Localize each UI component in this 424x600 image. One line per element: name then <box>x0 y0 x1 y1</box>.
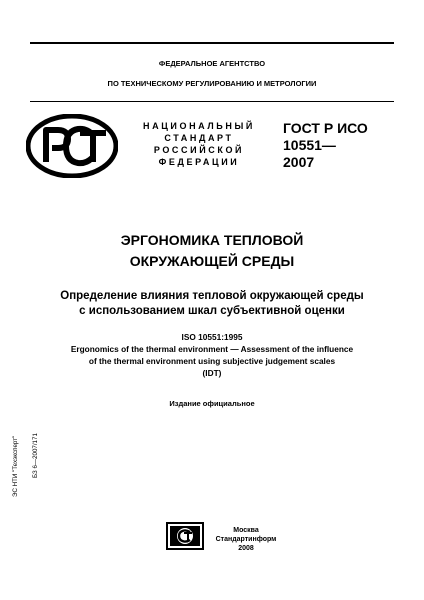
english-title-line-1: Ergonomics of the thermal environment — Assessment of the influence <box>70 344 354 354</box>
side-imprint-left: ЭС НТИ "Техэксперт" <box>12 435 19 497</box>
equivalence-marker: (IDT) <box>202 368 222 378</box>
national-standard-line-4: ФЕДЕРАЦИИ <box>158 157 240 167</box>
publisher-name: Стандартинформ <box>215 536 277 543</box>
standard-designation-line-1: ГОСТ Р ИСО <box>283 120 368 136</box>
document-subtitle-line-1: Определение влияния тепловой окружающей среды <box>60 290 364 302</box>
official-edition-label: Издание официальное <box>169 399 255 408</box>
top-rule <box>30 42 394 44</box>
publisher-logo <box>166 522 204 550</box>
header-rule <box>30 101 394 102</box>
standard-designation-line-2: 10551— <box>283 137 336 153</box>
document-subtitle-line-2: с использованием шкал субъективной оценки <box>79 305 345 317</box>
national-standard-line-2: СТАНДАРТ <box>164 133 234 143</box>
side-imprint-right: БЗ 6—2007/171 <box>32 433 39 478</box>
english-title-line-2: of the thermal environment using subjective judgement scales <box>88 356 336 366</box>
national-standard-line-1: НАЦИОНАЛЬНЫЙ <box>143 121 255 131</box>
agency-line-2: ПО ТЕХНИЧЕСКОМУ РЕГУЛИРОВАНИЮ И МЕТРОЛОГИИ <box>107 79 317 88</box>
rst-conformity-emblem <box>26 114 118 178</box>
document-title-line-2: ОКРУЖАЮЩЕЙ СРЕДЫ <box>129 253 295 269</box>
agency-line-1: ФЕДЕРАЛЬНОЕ АГЕНТСТВО <box>158 59 266 68</box>
publication-year: 2008 <box>238 545 254 552</box>
national-standard-line-3: РОССИЙСКОЙ <box>153 145 245 155</box>
iso-reference: ISO 10551:1995 <box>181 332 243 342</box>
document-title-line-1: ЭРГОНОМИКА ТЕПЛОВОЙ <box>120 232 304 248</box>
standard-designation-line-3: 2007 <box>283 154 315 170</box>
publisher-city: Москва <box>233 527 259 534</box>
